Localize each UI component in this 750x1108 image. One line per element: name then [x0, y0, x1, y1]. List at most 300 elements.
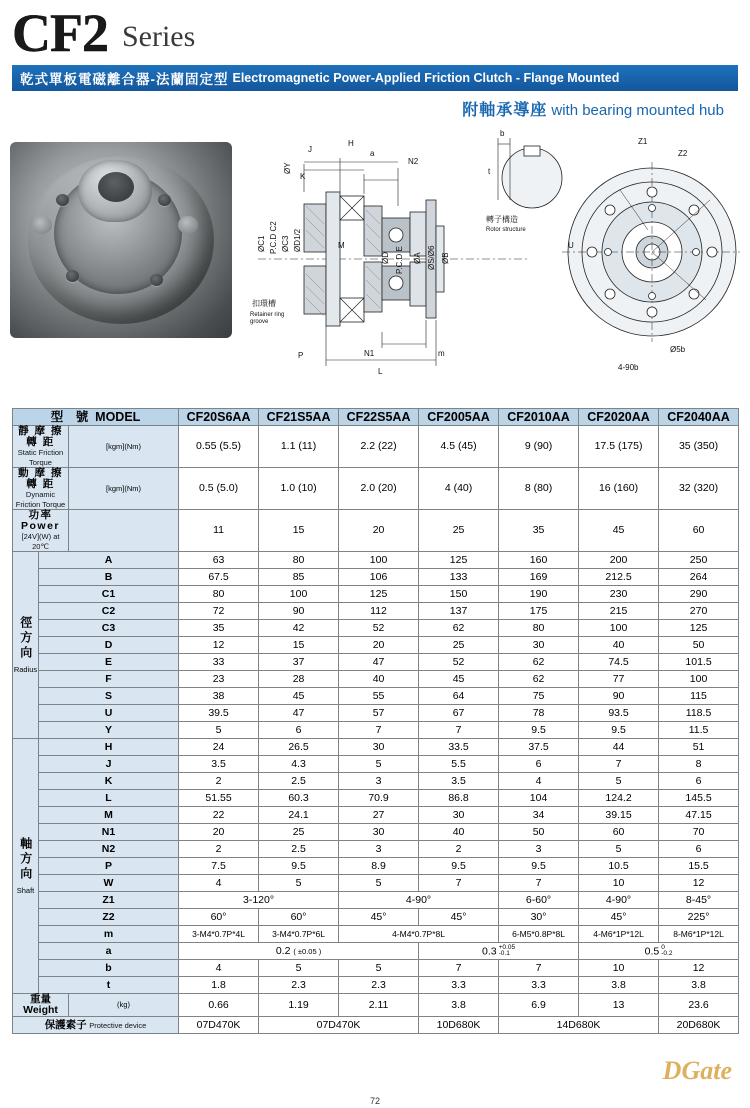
- table-row: [13, 705, 739, 722]
- table-cell: 64: [419, 688, 499, 705]
- dimension-label: W: [39, 875, 179, 892]
- table-row: [13, 510, 739, 552]
- table-cell: 250: [659, 552, 739, 569]
- table-cell: 28: [259, 671, 339, 688]
- table-cell: 52: [339, 620, 419, 637]
- table-cell: 25: [419, 510, 499, 552]
- table-row-protective: [13, 1017, 739, 1034]
- table-cell: 212.5: [579, 569, 659, 586]
- table-cell: 51: [659, 739, 739, 756]
- dimension-label: H: [39, 739, 179, 756]
- svg-text:t: t: [488, 167, 491, 177]
- table-row: [13, 569, 739, 586]
- table-cell: 33: [179, 654, 259, 671]
- svg-text:扣環槽: 扣環槽: [252, 299, 276, 309]
- table-cell: 51.55: [179, 790, 259, 807]
- table-cell: 200: [579, 552, 659, 569]
- specification-table: [12, 408, 739, 1034]
- svg-text:轉子構造: 轉子構造: [486, 215, 518, 225]
- table-cell: 190: [499, 586, 579, 603]
- table-cell: 100: [339, 552, 419, 569]
- table-cell: 100: [659, 671, 739, 688]
- table-cell: 45°: [579, 909, 659, 926]
- table-cell: 7: [499, 875, 579, 892]
- table-cell: 225°: [659, 909, 739, 926]
- table-cell: 60°: [259, 909, 339, 926]
- svg-text:Z1: Z1: [638, 137, 648, 147]
- table-cell: 86.8: [419, 790, 499, 807]
- table-cell: 160: [499, 552, 579, 569]
- model-header-cell: CF21S5AA: [259, 409, 339, 426]
- table-row: [13, 943, 739, 960]
- table-cell: 7: [579, 756, 659, 773]
- table-row: [13, 756, 739, 773]
- table-cell: 67: [419, 705, 499, 722]
- svg-text:m: m: [438, 349, 445, 359]
- table-cell: 100: [259, 586, 339, 603]
- table-cell: 75: [499, 688, 579, 705]
- table-row: [13, 654, 739, 671]
- title-row: [12, 3, 738, 63]
- table-cell: 10: [579, 960, 659, 977]
- table-cell: 30: [339, 739, 419, 756]
- page-title: CF2: [12, 3, 108, 63]
- table-cell: 35 (350): [659, 426, 739, 468]
- row-label: 靜 摩 擦 轉 距 Static Friction Torque: [13, 426, 69, 468]
- table-cell: 4.5 (45): [419, 426, 499, 468]
- table-cell: 60°: [179, 909, 259, 926]
- table-cell: 2.5: [259, 841, 339, 858]
- table-cell: 47: [259, 705, 339, 722]
- table-cell: 125: [419, 552, 499, 569]
- table-cell: 3-120°: [179, 892, 339, 909]
- table-cell: 12: [659, 960, 739, 977]
- svg-text:H: H: [348, 139, 354, 149]
- table-cell: 6: [499, 756, 579, 773]
- table-cell: 2: [419, 841, 499, 858]
- table-cell: 80: [259, 552, 339, 569]
- table-row: [13, 603, 739, 620]
- figure-area: [0, 124, 750, 404]
- product-type-bar: [12, 65, 738, 91]
- dimension-label: B: [39, 569, 179, 586]
- table-cell: 3.8: [579, 977, 659, 994]
- table-cell: 3.3: [499, 977, 579, 994]
- table-cell: 33.5: [419, 739, 499, 756]
- table-row: [13, 637, 739, 654]
- dimension-label: t: [39, 977, 179, 994]
- table-cell: 3.8: [419, 994, 499, 1017]
- table-cell: 2: [179, 773, 259, 790]
- table-cell: 70.9: [339, 790, 419, 807]
- row-label: 重量 Weight: [13, 994, 69, 1017]
- table-cell: 7.5: [179, 858, 259, 875]
- table-row: [13, 620, 739, 637]
- svg-text:b: b: [500, 130, 505, 139]
- table-cell: 90: [579, 688, 659, 705]
- dimension-label: m: [39, 926, 179, 943]
- product-type-cn: 乾式單板電磁離合器-法蘭固定型: [20, 72, 229, 88]
- table-cell: 39.15: [579, 807, 659, 824]
- table-cell: 30: [419, 807, 499, 824]
- dimension-label: b: [39, 960, 179, 977]
- model-header-cell: CF2005AA: [419, 409, 499, 426]
- table-cell: 17.5 (175): [579, 426, 659, 468]
- svg-text:ØD1/2: ØD1/2: [293, 229, 302, 253]
- table-cell: 9.5: [499, 722, 579, 739]
- table-cell: 45°: [339, 909, 419, 926]
- table-cell: 230: [579, 586, 659, 603]
- table-cell: 45: [259, 688, 339, 705]
- table-cell: 10.5: [579, 858, 659, 875]
- series-label: Series: [121, 20, 196, 54]
- subtitle-row: [12, 91, 738, 120]
- table-cell: 7: [419, 960, 499, 977]
- table-cell: 169: [499, 569, 579, 586]
- table-cell: 145.5: [659, 790, 739, 807]
- table-cell: 45: [579, 510, 659, 552]
- table-cell: 0.2 ( ±0.05 ): [179, 943, 419, 960]
- table-cell: 3.5: [179, 756, 259, 773]
- table-cell: 106: [339, 569, 419, 586]
- table-cell: 4: [179, 960, 259, 977]
- table-cell: 8-M6*1P*12L: [659, 926, 739, 943]
- table-cell: 2.3: [339, 977, 419, 994]
- table-cell: 20: [339, 510, 419, 552]
- table-cell: 39.5: [179, 705, 259, 722]
- table-cell: 2.0 (20): [339, 468, 419, 510]
- model-header-cell: CF2010AA: [499, 409, 579, 426]
- svg-text:N2: N2: [408, 157, 419, 167]
- table-cell: 7: [419, 722, 499, 739]
- table-cell: 42: [259, 620, 339, 637]
- dimension-label: U: [39, 705, 179, 722]
- row-label: 動 摩 擦 轉 距 Dynamic Friction Torque: [13, 468, 69, 510]
- group-radius: 徑方向 Radius: [13, 552, 39, 739]
- table-cell: 25: [259, 824, 339, 841]
- svg-text:P: P: [298, 351, 304, 361]
- table-cell: 125: [659, 620, 739, 637]
- table-cell: 104: [499, 790, 579, 807]
- table-cell: 22: [179, 807, 259, 824]
- table-cell: 10D680K: [419, 1017, 499, 1034]
- dimension-label: L: [39, 790, 179, 807]
- table-cell: 85: [259, 569, 339, 586]
- table-cell: 4-90°: [579, 892, 659, 909]
- table-cell: 07D470K: [259, 1017, 419, 1034]
- table-cell: 93.5: [579, 705, 659, 722]
- table-cell: 6: [659, 841, 739, 858]
- table-cell: 133: [419, 569, 499, 586]
- table-cell: 90: [259, 603, 339, 620]
- page-header: [0, 0, 750, 120]
- table-cell: 27: [339, 807, 419, 824]
- table-cell: 70: [659, 824, 739, 841]
- table-header-row: [13, 409, 739, 426]
- subtitle-cn: 附軸承導座: [462, 102, 548, 120]
- table-cell: 25: [419, 637, 499, 654]
- table-cell: 80: [179, 586, 259, 603]
- table-cell: 4-90°: [339, 892, 499, 909]
- row-unit: (kg): [69, 994, 179, 1017]
- dimension-label: E: [39, 654, 179, 671]
- table-cell: 0.66: [179, 994, 259, 1017]
- svg-text:ØC3: ØC3: [281, 235, 290, 253]
- row-unit: [69, 510, 179, 552]
- row-label: 功率 Power [24V](W) at 20℃: [13, 510, 69, 552]
- svg-text:ØC1: ØC1: [257, 235, 266, 253]
- table-row: [13, 807, 739, 824]
- table-cell: 150: [419, 586, 499, 603]
- table-row: [13, 773, 739, 790]
- svg-text:Ø5b: Ø5b: [670, 345, 686, 355]
- table-cell: 20: [339, 637, 419, 654]
- table-cell: 62: [499, 654, 579, 671]
- table-cell: 57: [339, 705, 419, 722]
- table-row: [13, 739, 739, 756]
- table-row: [13, 790, 739, 807]
- table-cell: 3.5: [419, 773, 499, 790]
- svg-text:Z2: Z2: [678, 149, 688, 159]
- table-cell: 0.5 (5.0): [179, 468, 259, 510]
- table-cell: 3: [339, 841, 419, 858]
- model-header: 型 號 MODEL: [13, 409, 179, 426]
- table-cell: 50: [659, 637, 739, 654]
- model-header-cell: CF22S5AA: [339, 409, 419, 426]
- table-cell: 3.8: [659, 977, 739, 994]
- table-cell: 0.55 (5.5): [179, 426, 259, 468]
- table-cell: 8-45°: [659, 892, 739, 909]
- table-cell: 4.3: [259, 756, 339, 773]
- table-cell: 47: [339, 654, 419, 671]
- table-cell: 32 (320): [659, 468, 739, 510]
- table-row: [13, 722, 739, 739]
- dimension-label: C2: [39, 603, 179, 620]
- table-cell: 112: [339, 603, 419, 620]
- table-cell: 5.5: [419, 756, 499, 773]
- table-cell: 101.5: [659, 654, 739, 671]
- svg-text:ØB: ØB: [441, 252, 450, 265]
- table-cell: 2.3: [259, 977, 339, 994]
- table-cell: 7: [499, 960, 579, 977]
- table-cell: 6.9: [499, 994, 579, 1017]
- table-row: [13, 426, 739, 468]
- table-row: [13, 468, 739, 510]
- table-cell: 9 (90): [499, 426, 579, 468]
- dimension-label: J: [39, 756, 179, 773]
- table-cell: 47.15: [659, 807, 739, 824]
- table-cell: 30°: [499, 909, 579, 926]
- table-row-weight: [13, 994, 739, 1017]
- svg-text:P.C.D C2: P.C.D C2: [269, 221, 278, 255]
- table-cell: 5: [579, 841, 659, 858]
- table-cell: 5: [339, 875, 419, 892]
- table-cell: 3: [339, 773, 419, 790]
- table-cell: 37.5: [499, 739, 579, 756]
- table-cell: 1.8: [179, 977, 259, 994]
- group-shaft: 軸方向 Shaft: [13, 739, 39, 994]
- svg-text:P.C.D E: P.C.D E: [395, 246, 404, 275]
- product-type-en: Electromagnetic Power-Applied Friction Clutch - Flange Mounted: [232, 71, 620, 86]
- table-cell: 6-60°: [499, 892, 579, 909]
- svg-text:Retainer ring: Retainer ring: [250, 312, 285, 319]
- table-cell: 11: [179, 510, 259, 552]
- page-number: 72: [369, 1096, 380, 1106]
- svg-text:Rotor structure: Rotor structure: [486, 227, 526, 234]
- spec-table-wrap: [0, 408, 750, 1034]
- table-cell: 6: [259, 722, 339, 739]
- table-cell: 100: [579, 620, 659, 637]
- table-cell: 40: [579, 637, 659, 654]
- table-cell: 40: [339, 671, 419, 688]
- table-cell: 8 (80): [499, 468, 579, 510]
- table-row: [13, 858, 739, 875]
- table-cell: 6-M5*0.8P*8L: [499, 926, 579, 943]
- table-cell: 115: [659, 688, 739, 705]
- table-cell: 5: [179, 722, 259, 739]
- table-cell: 30: [339, 824, 419, 841]
- table-cell: 72: [179, 603, 259, 620]
- dimension-label: S: [39, 688, 179, 705]
- table-cell: 3-M4*0.7P*4L: [179, 926, 259, 943]
- table-cell: 62: [419, 620, 499, 637]
- table-cell: 8.9: [339, 858, 419, 875]
- dimension-label: F: [39, 671, 179, 688]
- table-row: [13, 926, 739, 943]
- table-cell: 11.5: [659, 722, 739, 739]
- table-cell: 35: [179, 620, 259, 637]
- table-cell: 63: [179, 552, 259, 569]
- table-cell: 6: [659, 773, 739, 790]
- table-cell: 4 (40): [419, 468, 499, 510]
- table-cell: 15.5: [659, 858, 739, 875]
- table-cell: 74.5: [579, 654, 659, 671]
- table-cell: 1.1 (11): [259, 426, 339, 468]
- row-label: 保護素子 Protective device: [13, 1017, 179, 1034]
- svg-text:ØY: ØY: [283, 162, 292, 175]
- dimension-label: C3: [39, 620, 179, 637]
- table-cell: 67.5: [179, 569, 259, 586]
- table-cell: 60: [659, 510, 739, 552]
- table-cell: 1.0 (10): [259, 468, 339, 510]
- table-cell: 175: [499, 603, 579, 620]
- table-cell: 14D680K: [499, 1017, 659, 1034]
- table-cell: 3-M4*0.7P*6L: [259, 926, 339, 943]
- dimension-label: Z2: [39, 909, 179, 926]
- row-unit: [kgm](Nm): [69, 426, 179, 468]
- table-cell: 5: [339, 756, 419, 773]
- table-cell: 9.5: [499, 858, 579, 875]
- table-cell: 77: [579, 671, 659, 688]
- table-cell: 55: [339, 688, 419, 705]
- table-cell: 45: [419, 671, 499, 688]
- table-cell: 7: [339, 722, 419, 739]
- table-cell: 5: [579, 773, 659, 790]
- table-cell: 270: [659, 603, 739, 620]
- table-cell: 35: [499, 510, 579, 552]
- table-cell: 26.5: [259, 739, 339, 756]
- table-row: [13, 892, 739, 909]
- svg-text:4-90b: 4-90b: [618, 363, 639, 373]
- dimension-label: A: [39, 552, 179, 569]
- dimension-label: C1: [39, 586, 179, 603]
- dimension-label: K: [39, 773, 179, 790]
- table-cell: 80: [499, 620, 579, 637]
- table-row: [13, 671, 739, 688]
- table-cell: 0.3 +0.05 -0.1: [419, 943, 579, 960]
- table-cell: 1.19: [259, 994, 339, 1017]
- table-cell: 20: [179, 824, 259, 841]
- table-row: [13, 586, 739, 603]
- model-header-cell: CF20S6AA: [179, 409, 259, 426]
- table-cell: 23: [179, 671, 259, 688]
- table-cell: 10: [579, 875, 659, 892]
- table-row: [13, 824, 739, 841]
- svg-text:U: U: [568, 241, 574, 251]
- table-cell: 2.5: [259, 773, 339, 790]
- svg-text:groove: groove: [250, 319, 269, 326]
- table-cell: 78: [499, 705, 579, 722]
- table-cell: 15: [259, 510, 339, 552]
- table-cell: 52: [419, 654, 499, 671]
- svg-text:K: K: [300, 172, 306, 182]
- table-cell: 44: [579, 739, 659, 756]
- table-cell: 5: [259, 875, 339, 892]
- table-cell: 60: [579, 824, 659, 841]
- model-header-cell: CF2040AA: [659, 409, 739, 426]
- dimension-label: P: [39, 858, 179, 875]
- table-cell: 13: [579, 994, 659, 1017]
- table-cell: 5: [339, 960, 419, 977]
- table-row: [13, 909, 739, 926]
- table-cell: 4-M4*0.7P*8L: [339, 926, 499, 943]
- table-cell: 0.5 0 -0.2: [579, 943, 739, 960]
- table-cell: 264: [659, 569, 739, 586]
- table-cell: 4: [179, 875, 259, 892]
- table-cell: 8: [659, 756, 739, 773]
- dimension-label: N2: [39, 841, 179, 858]
- svg-text:L: L: [378, 367, 383, 377]
- table-cell: 24: [179, 739, 259, 756]
- table-cell: 15: [259, 637, 339, 654]
- table-cell: 60.3: [259, 790, 339, 807]
- table-cell: 7: [419, 875, 499, 892]
- dimension-label: N1: [39, 824, 179, 841]
- table-cell: 50: [499, 824, 579, 841]
- table-cell: 9.5: [579, 722, 659, 739]
- svg-text:M: M: [338, 241, 345, 251]
- dimension-label: a: [39, 943, 179, 960]
- table-row: [13, 552, 739, 569]
- table-cell: 45°: [419, 909, 499, 926]
- table-cell: 07D470K: [179, 1017, 259, 1034]
- product-photo: [10, 142, 232, 338]
- svg-text:a: a: [370, 149, 375, 159]
- table-row: [13, 875, 739, 892]
- table-row: [13, 841, 739, 858]
- svg-text:ØA: ØA: [413, 252, 422, 265]
- table-cell: 12: [179, 637, 259, 654]
- table-row: [13, 688, 739, 705]
- table-row: [13, 977, 739, 994]
- table-cell: 3.3: [419, 977, 499, 994]
- table-cell: 23.6: [659, 994, 739, 1017]
- table-cell: 37: [259, 654, 339, 671]
- table-cell: 2.2 (22): [339, 426, 419, 468]
- dimension-label: D: [39, 637, 179, 654]
- table-cell: 9.5: [259, 858, 339, 875]
- svg-text:ØD: ØD: [381, 252, 390, 265]
